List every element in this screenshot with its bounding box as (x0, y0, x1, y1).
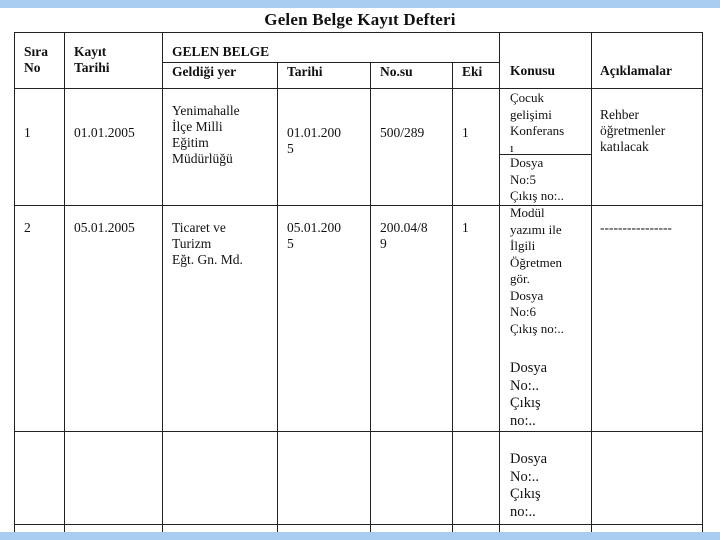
cell-kayit-tarihi: 01.01.2005 (74, 125, 135, 140)
header-geldigi-yer: Geldiği yer (172, 64, 237, 79)
cell-aciklama: ---------------- (600, 220, 672, 235)
cell-no-su: 200.04/8 9 (380, 220, 428, 251)
header-eki: Eki (462, 64, 483, 79)
cell-sira: 1 (24, 125, 31, 140)
cell-konusu-dosya: Dosya No:.. Çıkış no:.. (510, 360, 548, 429)
cell-konusu: Çocuk gelişimi Konferans ı (510, 90, 565, 155)
header-kayit-tarihi: Kayıt Tarihi (74, 44, 110, 75)
cell-tarihi: 01.01.200 5 (287, 125, 341, 156)
header-sira-no: Sıra No (24, 44, 49, 75)
header-tarihi: Tarihi (287, 64, 323, 79)
cell-eki: 1 (462, 220, 469, 235)
cell-tarihi: 05.01.200 5 (287, 220, 341, 251)
cell-konusu: Dosya No:.. Çıkış no:.. (510, 451, 548, 520)
cell-konusu-dosya: Dosya No:5 Çıkış no:.. (510, 155, 564, 203)
header-aciklamalar: Açıklamalar (600, 63, 672, 78)
top-accent-bar (0, 0, 720, 8)
page-title: Gelen Belge Kayıt Defteri (264, 10, 456, 29)
header-no-su: No.su (380, 64, 413, 79)
cell-aciklama: Rehber öğretmenler katılacak (600, 107, 666, 154)
cell-kayit-tarihi: 05.01.2005 (74, 220, 135, 235)
header-gelen-belge: GELEN BELGE (172, 44, 270, 59)
bottom-accent-bar (0, 532, 720, 540)
cell-sira: 2 (24, 220, 31, 235)
cell-geldigi-yer: Yenimahalle İlçe Milli Eğitim Müdürlüğü (172, 103, 240, 166)
cell-konusu: Modül yazımı ile İlgili Öğretmen gör. Dosya No:6 Çıkış no:.. (510, 205, 564, 336)
cell-geldigi-yer: Ticaret ve Turizm Eğt. Gn. Md. (172, 220, 243, 267)
cell-eki: 1 (462, 125, 469, 140)
header-konusu: Konusu (510, 63, 556, 78)
cell-no-su: 500/289 (380, 125, 425, 140)
